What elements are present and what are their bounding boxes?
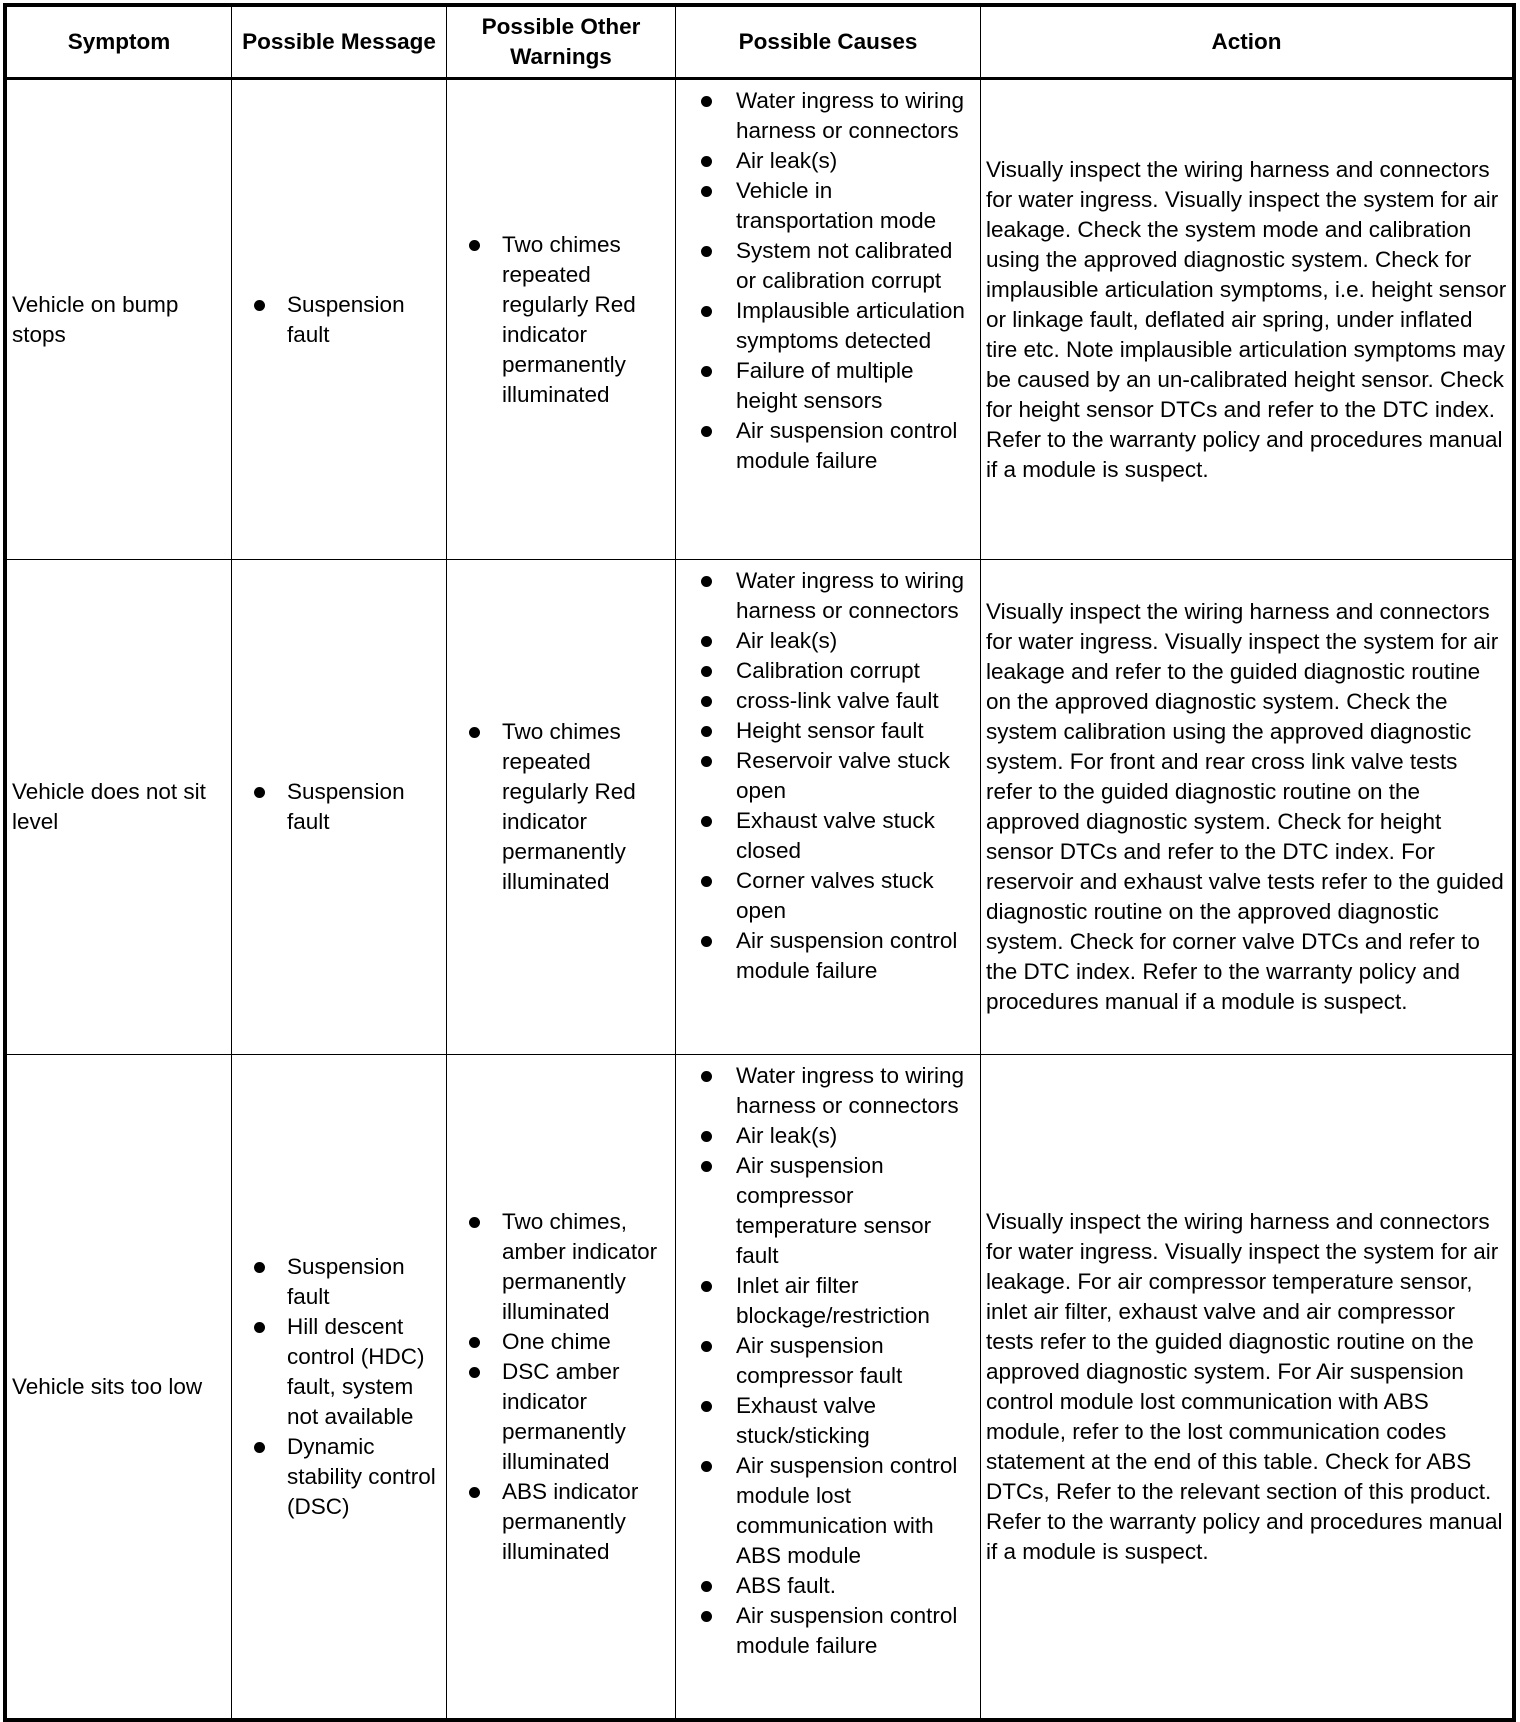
list-item: Exhaust valve stuck/sticking [681,1391,975,1451]
list-item: Air suspension control module failure [681,1601,975,1661]
action-text: Visually inspect the wiring harness and connectors for water ingress. Visually inspect the system for air leakage. For air compressor temperature sensor, inlet air filter, exhaust valve and air compressor tests refer to the guided diagnostic routine on the approved diagnostic system. For Air suspension control module lost communication with ABS module, refer to the lost communication codes statement at the end of this table. Check for ABS DTCs, Refer to the relevant section of this product. Refer to the warranty policy and procedures manual if a module is suspect. [986,1208,1503,1564]
symptom-cell [7,79,232,560]
list-item: Air leak(s) [681,1121,975,1151]
action-cell [981,79,1513,560]
list-item: ABS fault. [681,1571,975,1601]
list-item: Failure of multiple height sensors [681,356,975,416]
warnings-list [452,1207,670,1567]
header-row [7,7,1513,79]
list-item: Air leak(s) [681,626,975,656]
table-row [7,560,1513,1055]
table-row [7,1055,1513,1719]
list-item: cross-link valve fault [681,686,975,716]
warnings-list [452,717,670,897]
warnings-list [452,230,670,410]
causes-cell [676,1055,981,1719]
action-cell [981,560,1513,1055]
list-item: System not calibrated or calibration corrupt [681,236,975,296]
list-item: Suspension fault [237,777,441,837]
causes-cell [676,79,981,560]
header-message: Possible Message [232,7,447,79]
symptom-text: Vehicle does not sit level [12,779,206,834]
messages-list [237,290,441,350]
list-item: Height sensor fault [681,716,975,746]
list-item: Suspension fault [237,1252,441,1312]
list-item: Two chimes, amber indicator permanently illuminated [452,1207,670,1327]
message-cell [232,560,447,1055]
list-item: Air suspension control module failure [681,926,975,986]
list-item: Air leak(s) [681,146,975,176]
list-item: Water ingress to wiring harness or connectors [681,86,975,146]
list-item: Water ingress to wiring harness or connectors [681,566,975,626]
table-row [7,79,1513,560]
header-causes: Possible Causes [676,7,981,79]
warnings-cell [447,79,676,560]
header-warnings: Possible Other Warnings [447,7,676,79]
header-symptom: Symptom [7,7,232,79]
list-item: Calibration corrupt [681,656,975,686]
diagnostic-table [6,6,1513,1719]
causes-list [681,566,975,986]
list-item: Exhaust valve stuck closed [681,806,975,866]
list-item: Two chimes repeated regularly Red indicator permanently illuminated [452,717,670,897]
list-item: Inlet air filter blockage/restriction [681,1271,975,1331]
causes-list [681,1061,975,1661]
message-cell [232,1055,447,1719]
list-item: Dynamic stability control (DSC) [237,1432,441,1522]
list-item: ABS indicator permanently illuminated [452,1477,670,1567]
header-action: Action [981,7,1513,79]
action-text: Visually inspect the wiring harness and connectors for water ingress. Visually inspect the system for air leakage and refer to the guided diagnostic routine on the approved diagnostic system. Check the system calibration using the approved diagnostic system. For front and rear cross link valve tests refer to the guided diagnostic routine on the approved diagnostic system. Check for height sensor DTCs and refer to the DTC index. For reservoir and exhaust valve tests refer to the guided diagnostic routine on the approved diagnostic system. Check for corner valve DTCs and refer to the DTC index. Refer to the warranty policy and procedures manual if a module is suspect. [986,599,1504,1014]
list-item: One chime [452,1327,670,1357]
warnings-cell [447,1055,676,1719]
list-item: Implausible articulation symptoms detected [681,296,975,356]
causes-cell [676,560,981,1055]
symptom-cell [7,560,232,1055]
list-item: Hill descent control (HDC) fault, system not available [237,1312,441,1432]
symptom-text: Vehicle sits too low [12,1373,203,1399]
messages-list [237,777,441,837]
action-text: Visually inspect the wiring harness and connectors for water ingress. Visually inspect the system for air leakage. Check the system mode and calibration using the approved diagnostic system. Check for implausible articulation symptoms, i.e. height sensor or linkage fault, deflated air spring, under inflated tire etc. Note implausible articulation symptoms may be caused by an un-calibrated height sensor. Check for height sensor DTCs and refer to the DTC index. Refer to the warranty policy and procedures manual if a module is suspect. [986,156,1507,482]
list-item: Air suspension control module failure [681,416,975,476]
list-item: Air suspension compressor fault [681,1331,975,1391]
list-item: Air suspension control module lost communication with ABS module [681,1451,975,1571]
symptom-cell [7,1055,232,1719]
list-item: Two chimes repeated regularly Red indicator permanently illuminated [452,230,670,410]
list-item: Corner valves stuck open [681,866,975,926]
action-cell [981,1055,1513,1719]
list-item: Air suspension compressor temperature sensor fault [681,1151,975,1271]
warnings-cell [447,560,676,1055]
message-cell [232,79,447,560]
symptom-text: Vehicle on bump stops [12,291,179,347]
list-item: Vehicle in transportation mode [681,176,975,236]
list-item: Reservoir valve stuck open [681,746,975,806]
list-item: Suspension fault [237,290,441,350]
list-item: Water ingress to wiring harness or connectors [681,1061,975,1121]
messages-list [237,1252,441,1522]
causes-list [681,86,975,476]
list-item: DSC amber indicator permanently illuminated [452,1357,670,1477]
